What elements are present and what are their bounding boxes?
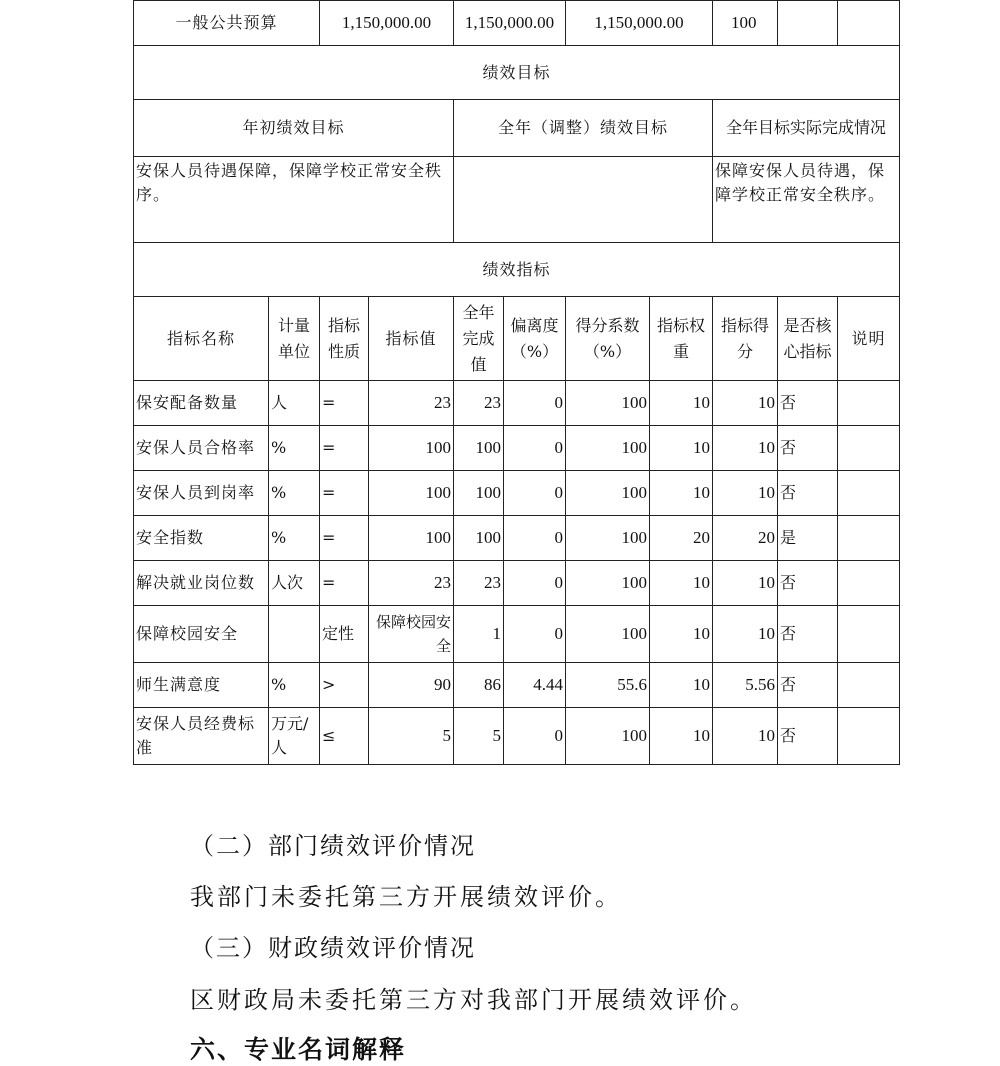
indicator-actual: 1 — [454, 606, 504, 663]
indicator-target: 100 — [369, 426, 454, 471]
indicator-target: 23 — [369, 381, 454, 426]
indicator-weight: 20 — [650, 516, 713, 561]
header-score: 指标得分 — [713, 297, 778, 381]
indicator-weight: 10 — [650, 426, 713, 471]
indicator-core: 是 — [778, 516, 838, 561]
indicator-unit: % — [269, 516, 320, 561]
indicator-score: 10 — [713, 606, 778, 663]
indicator-name: 解决就业岗位数 — [134, 561, 269, 606]
goals-actual-header: 全年目标实际完成情况 — [713, 100, 900, 157]
section-2-title: （二）部门绩效评价情况 — [190, 832, 476, 860]
table-row — [134, 471, 900, 516]
budget-label: 一般公共预算 — [134, 1, 320, 46]
indicator-core: 否 — [778, 663, 838, 708]
indicator-coef: 100 — [566, 561, 650, 606]
indicator-note — [838, 381, 900, 426]
indicator-unit: % — [269, 471, 320, 516]
section-3-body: 区财政局未委托第三方对我部门开展绩效评价。 — [190, 986, 757, 1014]
indicator-deviation: 0 — [504, 708, 566, 765]
indicator-nature: > — [320, 663, 369, 708]
indicator-score: 10 — [713, 381, 778, 426]
indicator-deviation: 0 — [504, 561, 566, 606]
section-2-body: 我部门未委托第三方开展绩效评价。 — [190, 883, 622, 911]
indicator-note — [838, 426, 900, 471]
indicator-note — [838, 708, 900, 765]
indicator-note — [838, 516, 900, 561]
budget-value-2: 1,150,000.00 — [454, 1, 566, 46]
budget-value-6 — [838, 1, 900, 46]
header-target: 指标值 — [369, 297, 454, 381]
table-row — [134, 516, 900, 561]
indicator-coef: 100 — [566, 516, 650, 561]
indicators-title: 绩效指标 — [134, 243, 900, 297]
indicator-unit: % — [269, 663, 320, 708]
indicator-score: 10 — [713, 426, 778, 471]
indicator-actual: 100 — [454, 516, 504, 561]
header-nature: 指标性质 — [320, 297, 369, 381]
indicator-nature: = — [320, 426, 369, 471]
indicator-target: 保障校园安全 — [369, 606, 454, 663]
indicator-target: 5 — [369, 708, 454, 765]
indicator-target: 100 — [369, 516, 454, 561]
table-row — [134, 708, 900, 765]
header-note: 说明 — [838, 297, 900, 381]
header-weight: 指标权重 — [650, 297, 713, 381]
indicator-score: 10 — [713, 561, 778, 606]
indicator-deviation: 0 — [504, 381, 566, 426]
indicator-unit: 人 — [269, 381, 320, 426]
indicator-weight: 10 — [650, 708, 713, 765]
header-unit: 计量单位 — [269, 297, 320, 381]
indicator-deviation: 0 — [504, 606, 566, 663]
indicator-nature: = — [320, 471, 369, 516]
indicator-score: 20 — [713, 516, 778, 561]
indicator-core: 否 — [778, 426, 838, 471]
indicator-actual: 23 — [454, 561, 504, 606]
indicator-note — [838, 606, 900, 663]
indicator-unit — [269, 606, 320, 663]
indicator-note — [838, 561, 900, 606]
indicator-nature: ≤ — [320, 708, 369, 765]
indicator-deviation: 4.44 — [504, 663, 566, 708]
header-name: 指标名称 — [134, 297, 269, 381]
header-core: 是否核心指标 — [778, 297, 838, 381]
table-row — [134, 663, 900, 708]
indicator-nature: 定性 — [320, 606, 369, 663]
section-3-title: （三）财政绩效评价情况 — [190, 934, 476, 962]
indicator-coef: 100 — [566, 381, 650, 426]
indicator-actual: 100 — [454, 471, 504, 516]
indicator-coef: 100 — [566, 708, 650, 765]
indicators-header-row — [134, 297, 900, 381]
indicator-unit: 万元/人 — [269, 708, 320, 765]
indicator-core: 否 — [778, 561, 838, 606]
indicator-name: 安保人员经费标准 — [134, 708, 269, 765]
indicator-name: 保障校园安全 — [134, 606, 269, 663]
header-deviation: 偏离度（%） — [504, 297, 566, 381]
budget-value-1: 1,150,000.00 — [320, 1, 454, 46]
table-row — [134, 381, 900, 426]
indicator-core: 否 — [778, 708, 838, 765]
indicator-actual: 5 — [454, 708, 504, 765]
indicator-deviation: 0 — [504, 471, 566, 516]
indicator-actual: 23 — [454, 381, 504, 426]
indicator-target: 90 — [369, 663, 454, 708]
indicator-name: 保安配备数量 — [134, 381, 269, 426]
indicator-actual: 86 — [454, 663, 504, 708]
goals-initial-header: 年初绩效目标 — [134, 100, 454, 157]
goals-actual-text: 保障安保人员待遇，保障学校正常安全秩序。 — [713, 157, 900, 243]
indicator-nature: = — [320, 381, 369, 426]
indicator-score: 10 — [713, 471, 778, 516]
budget-value-4: 100 — [713, 1, 778, 46]
indicator-core: 否 — [778, 381, 838, 426]
indicator-score: 5.56 — [713, 663, 778, 708]
indicator-weight: 10 — [650, 663, 713, 708]
indicator-deviation: 0 — [504, 516, 566, 561]
goals-initial-text: 安保人员待遇保障，保障学校正常安全秩序。 — [134, 157, 454, 243]
indicator-unit: 人次 — [269, 561, 320, 606]
goals-title: 绩效目标 — [134, 46, 900, 100]
indicator-weight: 10 — [650, 471, 713, 516]
indicator-coef: 100 — [566, 606, 650, 663]
indicator-score: 10 — [713, 708, 778, 765]
table-row — [134, 561, 900, 606]
indicator-core: 否 — [778, 606, 838, 663]
indicator-name: 安保人员到岗率 — [134, 471, 269, 516]
header-coef: 得分系数（%） — [566, 297, 650, 381]
indicator-unit: % — [269, 426, 320, 471]
indicator-actual: 100 — [454, 426, 504, 471]
indicator-nature: = — [320, 561, 369, 606]
indicator-nature: = — [320, 516, 369, 561]
indicator-note — [838, 663, 900, 708]
indicator-coef: 100 — [566, 426, 650, 471]
budget-value-3: 1,150,000.00 — [566, 1, 713, 46]
indicator-target: 100 — [369, 471, 454, 516]
indicator-weight: 10 — [650, 606, 713, 663]
goals-adjusted-header: 全年（调整）绩效目标 — [454, 100, 713, 157]
indicator-deviation: 0 — [504, 426, 566, 471]
performance-table — [133, 0, 900, 765]
indicator-note — [838, 471, 900, 516]
indicator-name: 安全指数 — [134, 516, 269, 561]
indicator-coef: 100 — [566, 471, 650, 516]
indicator-coef: 55.6 — [566, 663, 650, 708]
section-6-title: 六、专业名词解释 — [190, 1035, 407, 1064]
header-actual: 全年完成值 — [454, 297, 504, 381]
indicator-name: 师生满意度 — [134, 663, 269, 708]
indicator-weight: 10 — [650, 561, 713, 606]
indicator-weight: 10 — [650, 381, 713, 426]
budget-value-5 — [778, 1, 838, 46]
table-row — [134, 606, 900, 663]
indicator-core: 否 — [778, 471, 838, 516]
indicator-name: 安保人员合格率 — [134, 426, 269, 471]
goals-adjusted-text — [454, 157, 713, 243]
table-row — [134, 426, 900, 471]
indicator-target: 23 — [369, 561, 454, 606]
budget-row — [134, 1, 900, 46]
